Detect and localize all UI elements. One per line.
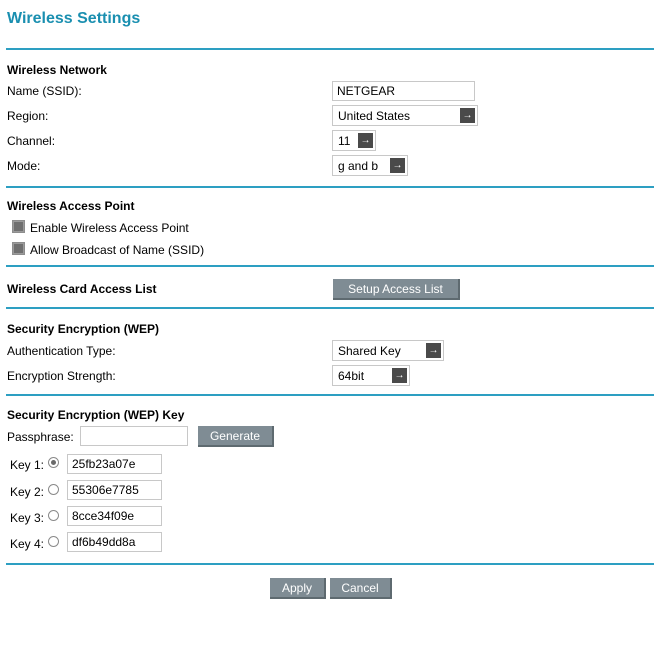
broadcast-ssid-checkbox[interactable] bbox=[12, 242, 25, 255]
region-select[interactable] bbox=[332, 105, 478, 126]
divider bbox=[6, 186, 654, 188]
auth-type-select[interactable] bbox=[332, 340, 444, 361]
cancel-button[interactable]: Cancel bbox=[330, 578, 392, 599]
broadcast-ssid-label: Allow Broadcast of Name (SSID) bbox=[30, 243, 205, 257]
key4-radio[interactable] bbox=[48, 536, 59, 547]
key2-radio[interactable] bbox=[48, 484, 59, 495]
page-title: Wireless Settings bbox=[7, 10, 141, 27]
key3-radio[interactable] bbox=[48, 510, 59, 521]
key4-input[interactable]: df6b49dd8a bbox=[67, 532, 162, 552]
enable-ap-label: Enable Wireless Access Point bbox=[30, 221, 189, 235]
section-wep: Security Encryption (WEP) bbox=[7, 322, 160, 336]
generate-button[interactable]: Generate bbox=[198, 426, 274, 447]
divider bbox=[6, 563, 654, 565]
mode-select[interactable] bbox=[332, 155, 408, 176]
key1-input[interactable]: 25fb23a07e bbox=[67, 454, 162, 474]
channel-select-value: 11 bbox=[338, 134, 351, 148]
arrow-right-icon: → bbox=[390, 158, 405, 173]
arrow-right-icon: → bbox=[392, 368, 407, 383]
enable-ap-checkbox[interactable] bbox=[12, 220, 25, 233]
section-card-access: Wireless Card Access List bbox=[7, 282, 157, 296]
auth-type-label: Authentication Type: bbox=[7, 344, 116, 358]
strength-label: Encryption Strength: bbox=[7, 369, 116, 383]
channel-select[interactable] bbox=[332, 130, 376, 151]
region-select-value: United States bbox=[338, 109, 411, 123]
divider bbox=[6, 394, 654, 396]
arrow-right-icon: → bbox=[426, 343, 441, 358]
setup-access-list-button[interactable]: Setup Access List bbox=[333, 279, 460, 300]
section-wireless-network: Wireless Network bbox=[7, 63, 107, 77]
ssid-input[interactable]: NETGEAR bbox=[332, 81, 475, 101]
apply-button[interactable]: Apply bbox=[270, 578, 326, 599]
passphrase-label: Passphrase: bbox=[7, 430, 74, 444]
divider bbox=[6, 265, 654, 267]
key2-input[interactable]: 55306e7785 bbox=[67, 480, 162, 500]
key1-radio[interactable] bbox=[48, 457, 59, 468]
strength-select[interactable] bbox=[332, 365, 410, 386]
divider bbox=[6, 48, 654, 50]
key3-label: Key 3: bbox=[10, 511, 45, 525]
key2-label: Key 2: bbox=[10, 485, 45, 499]
arrow-right-icon: → bbox=[460, 108, 475, 123]
key1-label: Key 1: bbox=[10, 458, 45, 472]
section-access-point: Wireless Access Point bbox=[7, 199, 135, 213]
key3-input[interactable]: 8cce34f09e bbox=[67, 506, 162, 526]
mode-label: Mode: bbox=[7, 159, 41, 173]
section-wep-key: Security Encryption (WEP) Key bbox=[7, 408, 185, 422]
key4-label: Key 4: bbox=[10, 537, 45, 551]
arrow-right-icon: → bbox=[358, 133, 373, 148]
auth-type-value: Shared Key bbox=[338, 344, 401, 358]
region-label: Region: bbox=[7, 109, 49, 123]
ssid-label: Name (SSID): bbox=[7, 84, 82, 98]
passphrase-input[interactable] bbox=[80, 426, 188, 446]
divider bbox=[6, 307, 654, 309]
strength-value: 64bit bbox=[338, 369, 365, 383]
mode-select-value: g and b bbox=[338, 159, 379, 173]
channel-label: Channel: bbox=[7, 134, 56, 148]
